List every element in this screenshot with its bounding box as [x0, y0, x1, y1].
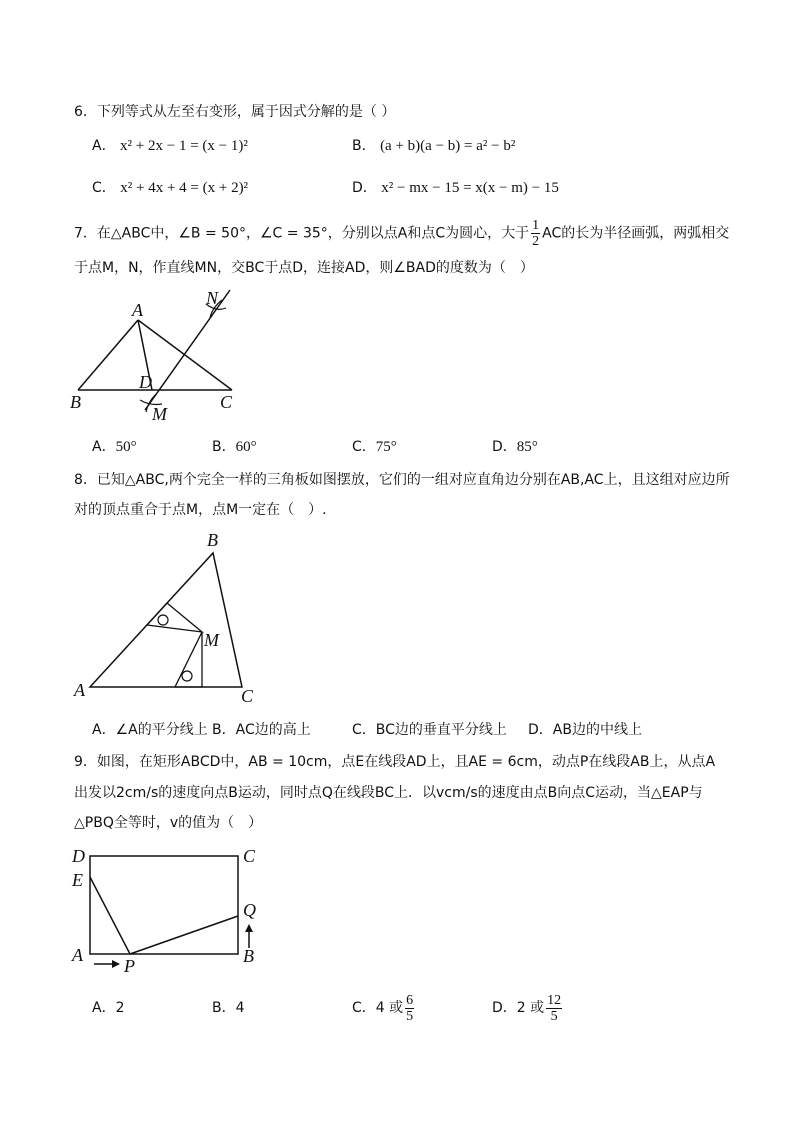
label-p: P	[124, 956, 135, 976]
label-b: B	[243, 946, 254, 966]
option-label: D．	[352, 180, 377, 196]
fraction-denominator: 5	[550, 1008, 558, 1024]
label-d: D	[72, 846, 85, 866]
option-label: A．	[92, 138, 116, 154]
option-label: B．	[212, 1000, 236, 1016]
fraction-numerator: 1	[532, 218, 540, 233]
q7-fraction	[531, 218, 540, 249]
set-square-upper	[147, 603, 202, 632]
label-m: M	[152, 404, 167, 424]
option-expression: (a + b)(a − b) = a² − b²	[380, 138, 516, 154]
label-a: A	[74, 680, 85, 700]
option-expression: x² + 2x − 1 = (x − 1)²	[120, 138, 248, 154]
fraction-denominator: 5	[406, 1008, 414, 1024]
q9-stem-line2: 出发以2cm/s的速度向点B运动，同时点Q在线段BC上．以vcm/s的速度由点B向点C运动，当△EAP与	[74, 785, 703, 801]
option-value: 2	[115, 1000, 125, 1016]
rectangle-abcd	[90, 856, 238, 954]
q7-stem-line1	[74, 218, 729, 249]
option-label: B．	[212, 439, 236, 455]
label-q: Q	[243, 900, 256, 920]
q9-stem-line1: 9．如图，在矩形ABCD中，AB = 10cm，点E在线段AD上，且AE = 6cm，动点P在线段AB上，从点A	[74, 754, 716, 770]
option-expression: x² − mx − 15 = x(x − m) − 15	[381, 180, 559, 196]
option-value: 2 或	[516, 1000, 545, 1016]
option-label: B．	[212, 722, 236, 738]
q9-option-b[interactable]	[212, 998, 245, 1018]
option-value: 75°	[375, 439, 397, 455]
option-label: C．	[92, 180, 116, 196]
arrow-right-icon	[112, 960, 120, 968]
option-label: D．	[492, 439, 517, 455]
option-label: C．	[352, 1000, 376, 1016]
label-a: A	[132, 300, 143, 320]
option-value: 4 或	[375, 1000, 404, 1016]
q6-option-b[interactable]	[352, 136, 515, 156]
q6-option-a[interactable]	[92, 136, 248, 156]
option-label: A．	[92, 722, 116, 738]
label-a: A	[72, 945, 83, 965]
q8-stem-line2: 对的顶点重合于点M，点M一定在（ ）.	[74, 502, 327, 518]
q7-figure	[60, 282, 300, 432]
option-value: 50°	[115, 439, 137, 455]
q8-stem-line1: 8．已知△ABC,两个完全一样的三角板如图摆放，它们的一组对应直角边分别在AB,AC上，且这组对应边所	[74, 472, 730, 488]
fraction-numerator: 6	[406, 992, 414, 1008]
option-value: 85°	[516, 439, 538, 455]
label-c: C	[243, 846, 256, 866]
option-label: C．	[352, 722, 376, 738]
option-value: ∠A的平分线上	[115, 722, 208, 738]
q9-option-d-fraction	[546, 993, 562, 1024]
set-square-hole-lower	[182, 671, 192, 681]
q9-stem-line3: △PBQ全等时，v的值为（ ）	[74, 815, 263, 831]
q9-option-a[interactable]	[92, 998, 125, 1018]
fraction-numerator: 12	[547, 992, 562, 1008]
line-mn	[145, 290, 230, 410]
q8-option-a[interactable]	[92, 720, 208, 740]
arrow-up-icon	[245, 924, 253, 932]
segment-ep	[90, 877, 130, 954]
label-b: B	[70, 392, 81, 412]
set-square-hole-upper	[158, 615, 168, 625]
q7-option-d[interactable]	[492, 437, 538, 457]
option-value: 4	[235, 1000, 245, 1016]
label-e: E	[72, 870, 83, 890]
q6-option-c[interactable]	[92, 178, 248, 198]
label-b: B	[207, 530, 218, 550]
q9-option-c-fraction	[405, 993, 414, 1024]
option-expression: x² + 4x + 4 = (x + 2)²	[120, 180, 249, 196]
q7-option-a[interactable]	[92, 437, 137, 457]
triangle-abc	[90, 553, 242, 687]
option-label: D．	[492, 1000, 517, 1016]
segment-ab	[78, 320, 138, 390]
set-square-lower	[175, 632, 202, 687]
q8-option-c[interactable]	[352, 720, 507, 740]
option-value: BC边的垂直平分线上	[375, 722, 507, 738]
label-m: M	[204, 630, 219, 650]
option-label: A．	[92, 439, 116, 455]
label-c: C	[241, 686, 254, 706]
option-label: B．	[352, 138, 376, 154]
q8-figure	[70, 530, 270, 710]
q7-stem-part-a: 7．在△ABC中，∠B = 50°，∠C = 35°，分别以点A和点C为圆心，大于	[74, 225, 530, 242]
q7-stem-part-b: AC的长为半径画弧，两弧相交	[542, 225, 730, 242]
option-value: 60°	[235, 439, 257, 455]
q6-stem: 6．下列等式从左至右变形，属于因式分解的是（ ）	[74, 104, 396, 120]
q9-option-c[interactable]	[352, 988, 416, 1028]
option-value: AB边的中线上	[552, 722, 642, 738]
label-d: D	[139, 372, 152, 392]
q8-option-d[interactable]	[528, 720, 642, 740]
q9-option-d[interactable]	[492, 988, 564, 1028]
q8-option-b[interactable]	[212, 720, 311, 740]
q7-option-b[interactable]	[212, 437, 257, 457]
q6-option-d[interactable]	[352, 178, 559, 198]
option-label: A．	[92, 1000, 116, 1016]
q7-stem-line2: 于点M，N，作直线MN，交BC于点D，连接AD，则∠BAD的度数为（ ）	[74, 260, 534, 276]
label-c: C	[220, 392, 233, 412]
q7-option-c[interactable]	[352, 437, 397, 457]
q9-figure	[66, 844, 276, 984]
option-value: AC边的高上	[235, 722, 311, 738]
segment-pq	[130, 916, 238, 954]
option-label: C．	[352, 439, 376, 455]
segment-ac	[138, 320, 232, 390]
option-label: D．	[528, 722, 553, 738]
label-n: N	[206, 288, 219, 308]
fraction-denominator: 2	[532, 234, 540, 249]
